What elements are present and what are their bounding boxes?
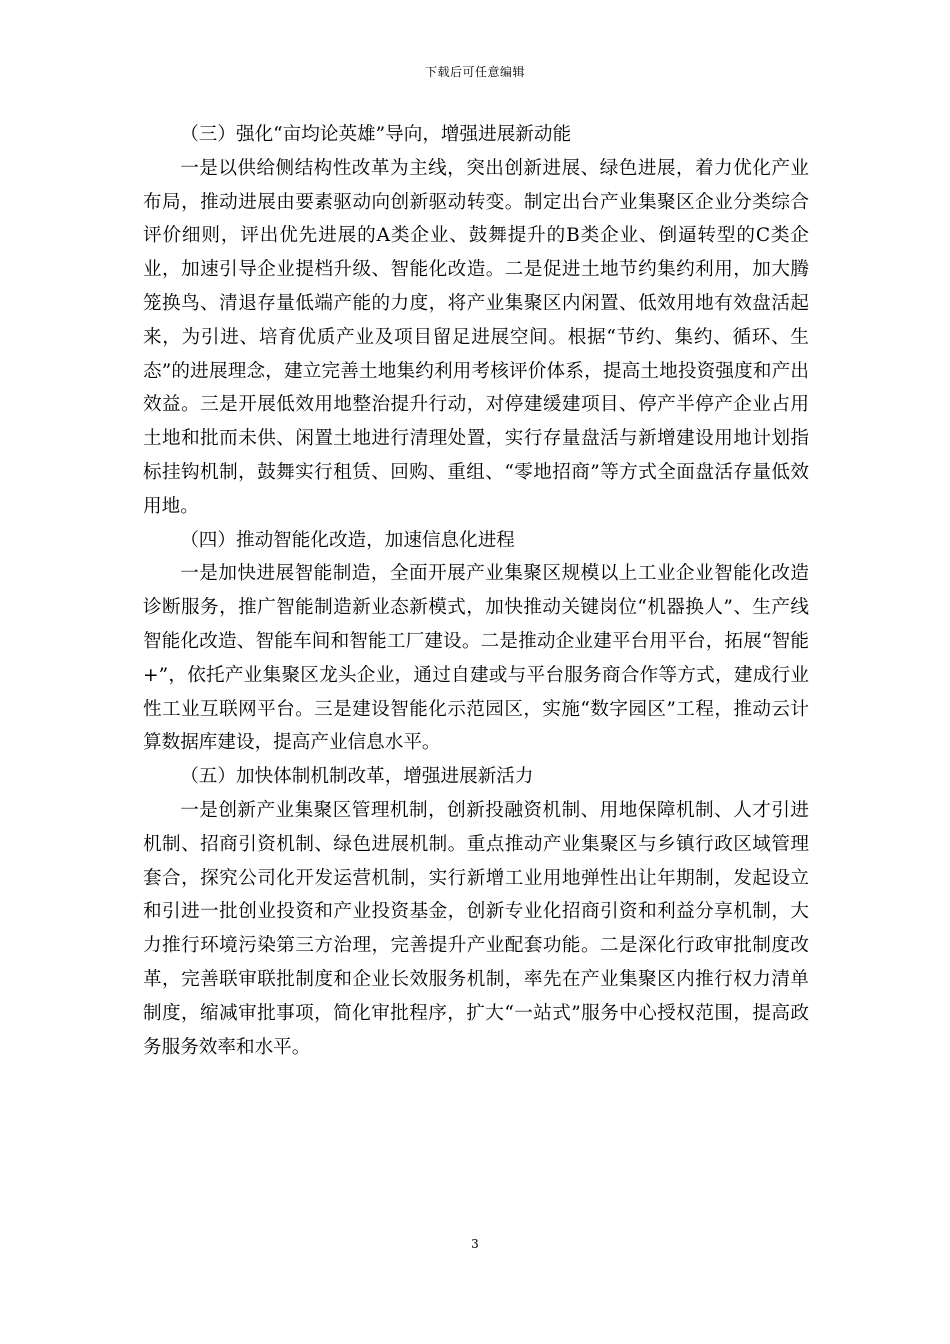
section-paragraph-4: 一是加快进展智能制造，全面开展产业集聚区规模以上工业企业智能化改造诊断服务，推广智能制造新业态新模式，加快推动关键岗位“机器换人”、生产线智能化改造、智能车间和智能工厂建设。二是推动企业建平台用平台，拓展“智能+”，依托产业集聚区龙头企业，通过自建或与平台服务商合作等方式，建成行业性工业互联网平台。三是建设智能化示范园区，实施“数字园区”工程，推动云计算数据库建设，提高产业信息水平。 <box>143 563 809 754</box>
section-heading-4: （四）推动智能化改造，加速信息化进程 <box>180 529 515 551</box>
section-heading-5: （五）加快体制机制改革，增强进展新活力 <box>180 766 534 788</box>
section-paragraph-3: 一是以供给侧结构性改革为主线，突出创新进展、绿色进展，着力优化产业布局，推动进展由要素驱动向创新驱动转变。制定出台产业集聚区企业分类综合评价细则，评出优先进展的A类企业、鼓舞提升的B类企业、倒逼转型的C类企业，加速引导企业提档升级、智能化改造。二是促进土地节约集约利用，加大腾笼换鸟、清退存量低端产能的力度，将产业集聚区内闲置、低效用地有效盘活起来，为引进、培育优质产业及项目留足进展空间。根据“节约、集约、循环、生态”的进展理念，建立完善土地集约利用考核评价体系，提高土地投资强度和产出效益。三是开展低效用地整治提升行动，对停建缓建项目、停产半停产企业占用土地和批而未供、闲置土地进行清理处置，实行存量盘活与新增建设用地计划指标挂钩机制，鼓舞实行租赁、回购、重组、“零地招商”等方式全面盘活存量低效用地。 <box>143 157 809 517</box>
section-heading-3: （三）强化“亩均论英雄”导向，增强进展新动能 <box>180 124 572 145</box>
section-paragraph-5: 一是创新产业集聚区管理机制，创新投融资机制、用地保障机制、人才引进机制、招商引资机制、绿色进展机制。重点推动产业集聚区与乡镇行政区域管理套合，探究公司化开发运营机制，实行新增工业用地弹性出让年期制，发起设立和引进一批创业投资和产业投资基金，创新专业化招商引资和利益分享机制，大力推行环境污染第三方治理，完善提升产业配套功能。二是深化行政审批制度改革，完善联审联批制度和企业长效服务机制，率先在产业集聚区内推行权力清单制度，缩减审批事项，简化审批程序，扩大“一站式”服务中心授权范围，提高政务服务效率和水平。 <box>143 799 809 1058</box>
document-body <box>143 118 809 1064</box>
page-number: 3 <box>471 1237 479 1251</box>
page-header: 下载后可任意编辑 <box>424 65 525 79</box>
